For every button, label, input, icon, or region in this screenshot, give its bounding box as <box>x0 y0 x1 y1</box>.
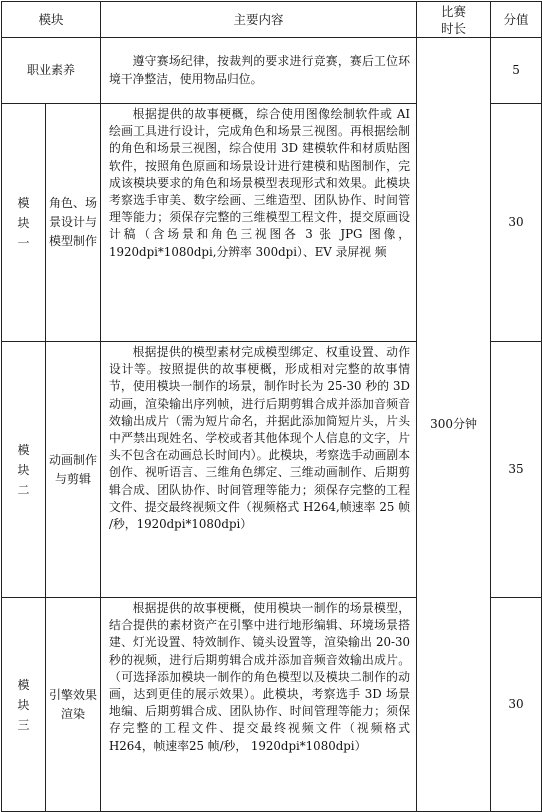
row-content-text: 根据提供的模型素材完成模型绑定、权重设置、动作设计等。按照提供的故事梗概，形成相对完整的故事情节，使用模块一制作的场景，制作时长为 25-30 秒的 3D 动画，渲染输出序列帧，进行后期剪辑合成并添加音频音效输出成片（需为短片命名，并据此添加简短片头，片头中严禁出现姓名、学校或者其他体现个人信息的文字，片头不包含在动画总长时间内）。此模块，考察选手动画剧本创作、视听语言、三维角色绑定、三维动画制作、后期剪辑合成、团队协作、时间管理等能力；须保存完整的工程文件、提交最终视频文件（视频格式 H264,帧速率 25 帧 /秒，1920dpi*1080dpi） <box>109 345 411 532</box>
competition-modules-table <box>1 1 542 812</box>
row-content-text: 遵守赛场纪律，按裁判的要求进行竞赛，赛后工位环境干净整洁，使用物品归位。 <box>109 54 411 86</box>
row-content <box>101 104 417 342</box>
duration-total: 300分钟 <box>417 38 491 812</box>
row-score: 30 <box>491 104 542 342</box>
table-header-row <box>2 2 542 38</box>
row-score: 35 <box>491 342 542 598</box>
header-content: 主要内容 <box>101 2 417 38</box>
row-module-professional: 职业素养 <box>2 38 101 104</box>
row-submodule: 动画制作与剪辑 <box>46 342 101 598</box>
row-module-label: 模块二 <box>17 442 30 497</box>
row-submodule: 角色、场景设计与模型制作 <box>46 104 101 342</box>
row-module-two <box>2 342 46 598</box>
row-module-three <box>2 598 46 812</box>
header-module: 模块 <box>2 2 101 38</box>
row-content-text: 根据提供的故事梗概，使用模块一制作的场景模型，结合提供的素材资产在引擎中进行地形编辑、环境场景搭建、灯光设置、特效制作、镜头设置等，渲染输出 20-30 秒的视频，进行后期剪辑合成并添加音频音效输出成片。（可选择添加模块一制作的角色模型以及模块二制作的动画，达到更佳的展示效果）。此模块，考察选手 3D 场景地编、后期剪辑合成、团队协作、时间管理等能力；须保存完整的工程文件、提交最终视频文件（视频格式 H264，帧速率25 帧/秒， 1920dpi*1080dpi） <box>109 601 411 753</box>
row-score: 30 <box>491 598 542 812</box>
row-score: 5 <box>491 38 542 104</box>
header-score: 分值 <box>491 2 542 38</box>
table-row <box>2 38 542 104</box>
row-content <box>101 342 417 598</box>
row-content <box>101 598 417 812</box>
header-duration: 比赛 时长 <box>417 2 491 38</box>
row-content-text: 根据提供的故事梗概，综合使用图像绘制软件或 AI 绘画工具进行设计，完成角色和场景三视图。再根据绘制的角色和场景三视图，综合使用 3D 建模软件和材质贴图软件，按照角色原画和场景设计进行建模和贴图制作，完成该模块要求的角色和场景模型表现形式和效果。此模块考察选手审美、数字绘画、三维造型、团队协作、时间管理等能力；须保存完整的三维模型工程文件，提交原画设计稿（含场景和角色三视图各 3 张 JPG 图像，1920dpi*1080dpi,分辨率 300dpi）、EV 录屏视 频 <box>109 107 411 259</box>
row-submodule: 引擎效果渲染 <box>46 598 101 812</box>
row-module-label: 模块一 <box>17 195 30 250</box>
row-content <box>101 38 417 104</box>
row-module-one <box>2 104 46 342</box>
row-module-label: 模块三 <box>17 677 30 732</box>
